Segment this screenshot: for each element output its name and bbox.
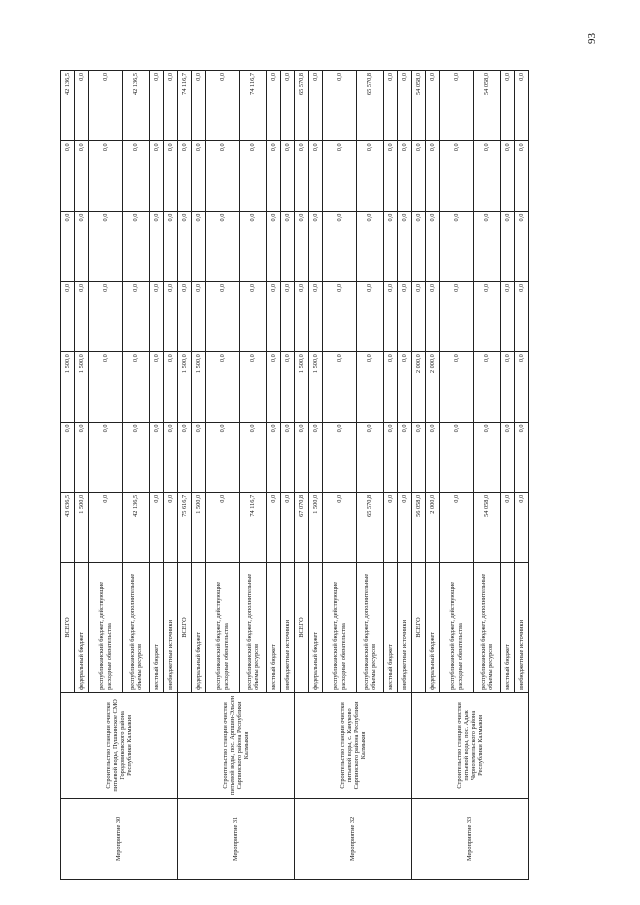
- amount-cell: 0,0: [474, 211, 501, 281]
- funding-source-cell: внебюджетные источники: [281, 563, 295, 693]
- amount-cell: 0,0: [515, 352, 529, 422]
- amount-cell: 0,0: [309, 71, 323, 141]
- amount-cell: 0,0: [240, 141, 267, 211]
- budget-table-body: [61, 71, 529, 880]
- amount-cell: 0,0: [267, 141, 281, 211]
- amount-cell: 0,0: [501, 422, 515, 492]
- table-row: [295, 71, 309, 880]
- amount-cell: 0,0: [309, 211, 323, 281]
- amount-cell: 74 116,7: [240, 71, 267, 141]
- amount-cell: 0,0: [192, 71, 206, 141]
- amount-cell: 0,0: [150, 352, 164, 422]
- amount-cell: 0,0: [515, 422, 529, 492]
- amount-cell: 0,0: [150, 422, 164, 492]
- amount-cell: 54 058,0: [474, 492, 501, 562]
- amount-cell: 0,0: [398, 141, 412, 211]
- amount-cell: 1 500,0: [192, 492, 206, 562]
- amount-cell: 0,0: [501, 352, 515, 422]
- amount-cell: 0,0: [267, 422, 281, 492]
- amount-cell: 0,0: [206, 422, 240, 492]
- budget-table-rotated: [60, 70, 590, 880]
- amount-cell: 0,0: [150, 281, 164, 351]
- amount-cell: 0,0: [281, 211, 295, 281]
- amount-cell: 0,0: [281, 422, 295, 492]
- amount-cell: 0,0: [384, 281, 398, 351]
- amount-cell: 0,0: [123, 141, 150, 211]
- amount-cell: 0,0: [323, 281, 357, 351]
- amount-cell: 0,0: [123, 281, 150, 351]
- amount-cell: 0,0: [384, 141, 398, 211]
- amount-cell: 0,0: [89, 492, 123, 562]
- amount-cell: 0,0: [206, 492, 240, 562]
- amount-cell: 0,0: [309, 422, 323, 492]
- amount-cell: 0,0: [164, 141, 178, 211]
- event-name-cell: Строительство станции очистки питьевой воды, Пушкинское СМО Городовиковского района Республики Калмыкия: [61, 692, 178, 798]
- amount-cell: 0,0: [398, 211, 412, 281]
- amount-cell: 0,0: [515, 211, 529, 281]
- amount-cell: 0,0: [398, 422, 412, 492]
- amount-cell: 0,0: [240, 422, 267, 492]
- amount-cell: 0,0: [474, 281, 501, 351]
- amount-cell: 0,0: [309, 281, 323, 351]
- amount-cell: 1 500,0: [75, 352, 89, 422]
- event-name-cell: Строительство станции очистки питьевой воды, пос. Адык Черноземельского района Республики Калмыкия: [412, 692, 529, 798]
- amount-cell: 0,0: [426, 422, 440, 492]
- amount-cell: 0,0: [398, 71, 412, 141]
- amount-cell: 0,0: [267, 211, 281, 281]
- budget-table: [60, 70, 529, 880]
- amount-cell: 0,0: [281, 352, 295, 422]
- amount-cell: 0,0: [323, 211, 357, 281]
- amount-cell: 0,0: [398, 352, 412, 422]
- amount-cell: 0,0: [89, 281, 123, 351]
- amount-cell: 1 500,0: [295, 352, 309, 422]
- amount-cell: 0,0: [150, 211, 164, 281]
- amount-cell: 0,0: [357, 141, 384, 211]
- amount-cell: 0,0: [440, 352, 474, 422]
- amount-cell: 1 500,0: [61, 352, 75, 422]
- amount-cell: 0,0: [240, 352, 267, 422]
- table-row: [412, 71, 426, 880]
- amount-cell: 0,0: [267, 281, 281, 351]
- amount-cell: 0,0: [384, 352, 398, 422]
- funding-source-cell: республиканский бюджет, действующие расходные обязательства: [89, 563, 123, 693]
- amount-cell: 0,0: [384, 71, 398, 141]
- amount-cell: 0,0: [89, 71, 123, 141]
- amount-cell: 0,0: [440, 422, 474, 492]
- funding-source-cell: республиканский бюджет, действующие расходные обязательства: [440, 563, 474, 693]
- amount-cell: 0,0: [440, 141, 474, 211]
- amount-cell: 0,0: [426, 281, 440, 351]
- amount-cell: 0,0: [323, 71, 357, 141]
- funding-source-cell: местный бюджет: [267, 563, 281, 693]
- amount-cell: 0,0: [89, 141, 123, 211]
- amount-cell: 0,0: [164, 281, 178, 351]
- amount-cell: 0,0: [61, 281, 75, 351]
- amount-cell: 0,0: [192, 281, 206, 351]
- amount-cell: 74 116,7: [178, 71, 192, 141]
- amount-cell: 0,0: [412, 211, 426, 281]
- event-name-cell: Строительство станции очистки питьевой воды, пос. Арпшин-Эльсен Сарпинского района Республики Калмыкия: [178, 692, 295, 798]
- amount-cell: 0,0: [357, 211, 384, 281]
- amount-cell: 0,0: [267, 492, 281, 562]
- amount-cell: 2 000,0: [426, 492, 440, 562]
- amount-cell: 0,0: [295, 141, 309, 211]
- amount-cell: 54 058,0: [412, 71, 426, 141]
- amount-cell: 0,0: [89, 352, 123, 422]
- amount-cell: 0,0: [474, 422, 501, 492]
- amount-cell: 0,0: [164, 492, 178, 562]
- amount-cell: 0,0: [515, 281, 529, 351]
- amount-cell: 0,0: [267, 71, 281, 141]
- amount-cell: 0,0: [123, 352, 150, 422]
- funding-source-cell: федеральный бюджет: [426, 563, 440, 693]
- amount-cell: 74 116,7: [240, 492, 267, 562]
- amount-cell: 0,0: [426, 141, 440, 211]
- funding-source-cell: внебюджетные источники: [164, 563, 178, 693]
- amount-cell: 0,0: [295, 422, 309, 492]
- amount-cell: 0,0: [309, 141, 323, 211]
- funding-source-cell: местный бюджет: [384, 563, 398, 693]
- amount-cell: 42 136,5: [123, 492, 150, 562]
- amount-cell: 0,0: [515, 492, 529, 562]
- amount-cell: 0,0: [515, 71, 529, 141]
- amount-cell: 65 570,8: [295, 71, 309, 141]
- amount-cell: 0,0: [206, 71, 240, 141]
- amount-cell: 0,0: [426, 71, 440, 141]
- amount-cell: 0,0: [123, 422, 150, 492]
- amount-cell: 0,0: [150, 492, 164, 562]
- funding-source-cell: республиканский бюджет, дополнительные объемы ресурсов: [357, 563, 384, 693]
- amount-cell: 0,0: [75, 141, 89, 211]
- event-number-cell: Мероприятие 30: [61, 798, 178, 879]
- amount-cell: 0,0: [178, 281, 192, 351]
- funding-source-cell: местный бюджет: [501, 563, 515, 693]
- amount-cell: 0,0: [89, 211, 123, 281]
- amount-cell: 0,0: [501, 141, 515, 211]
- amount-cell: 0,0: [384, 492, 398, 562]
- funding-source-cell: внебюджетные источники: [398, 563, 412, 693]
- amount-cell: 0,0: [150, 71, 164, 141]
- amount-cell: 0,0: [412, 141, 426, 211]
- amount-cell: 0,0: [440, 492, 474, 562]
- amount-cell: 42 136,5: [123, 71, 150, 141]
- amount-cell: 75 616,7: [178, 492, 192, 562]
- amount-cell: 0,0: [295, 281, 309, 351]
- table-row: [178, 71, 192, 880]
- amount-cell: 0,0: [240, 211, 267, 281]
- funding-source-cell: республиканский бюджет, дополнительные объемы ресурсов: [240, 563, 267, 693]
- amount-cell: 0,0: [75, 71, 89, 141]
- amount-cell: 0,0: [206, 211, 240, 281]
- funding-source-cell: ВСЕГО: [412, 563, 426, 693]
- amount-cell: 0,0: [240, 281, 267, 351]
- amount-cell: 0,0: [164, 352, 178, 422]
- funding-source-cell: местный бюджет: [150, 563, 164, 693]
- funding-source-cell: федеральный бюджет: [192, 563, 206, 693]
- amount-cell: 0,0: [357, 422, 384, 492]
- amount-cell: 43 636,5: [61, 492, 75, 562]
- amount-cell: 0,0: [357, 281, 384, 351]
- amount-cell: 0,0: [384, 211, 398, 281]
- event-name-cell: Строительство станции очистки питьевой воды, с. Кануково Сарпинского района Республики Калмыкия: [295, 692, 412, 798]
- funding-source-cell: внебюджетные источники: [515, 563, 529, 693]
- amount-cell: 0,0: [281, 492, 295, 562]
- amount-cell: 65 570,8: [357, 492, 384, 562]
- amount-cell: 0,0: [75, 211, 89, 281]
- amount-cell: 0,0: [150, 141, 164, 211]
- funding-source-cell: ВСЕГО: [295, 563, 309, 693]
- amount-cell: 0,0: [295, 211, 309, 281]
- amount-cell: 56 058,0: [412, 492, 426, 562]
- amount-cell: 0,0: [474, 352, 501, 422]
- amount-cell: 65 570,8: [357, 71, 384, 141]
- amount-cell: 0,0: [75, 422, 89, 492]
- amount-cell: 0,0: [192, 211, 206, 281]
- funding-source-cell: республиканский бюджет, действующие расходные обязательства: [323, 563, 357, 693]
- page-number: [586, 33, 598, 44]
- funding-source-cell: федеральный бюджет: [309, 563, 323, 693]
- amount-cell: 0,0: [384, 422, 398, 492]
- amount-cell: 0,0: [281, 71, 295, 141]
- amount-cell: 0,0: [61, 422, 75, 492]
- amount-cell: 0,0: [206, 352, 240, 422]
- amount-cell: 0,0: [323, 352, 357, 422]
- amount-cell: 0,0: [501, 71, 515, 141]
- amount-cell: 0,0: [192, 141, 206, 211]
- page-number-text: 93: [586, 33, 598, 44]
- amount-cell: 1 500,0: [192, 352, 206, 422]
- funding-source-cell: республиканский бюджет, действующие расходные обязательства: [206, 563, 240, 693]
- event-number-cell: Мероприятие 33: [412, 798, 529, 879]
- amount-cell: 0,0: [323, 422, 357, 492]
- event-number-cell: Мероприятие 32: [295, 798, 412, 879]
- amount-cell: 0,0: [412, 281, 426, 351]
- amount-cell: 0,0: [267, 352, 281, 422]
- amount-cell: 0,0: [123, 211, 150, 281]
- funding-source-cell: ВСЕГО: [61, 563, 75, 693]
- amount-cell: 0,0: [61, 141, 75, 211]
- amount-cell: 1 500,0: [75, 492, 89, 562]
- amount-cell: 0,0: [178, 422, 192, 492]
- amount-cell: 0,0: [75, 281, 89, 351]
- amount-cell: 0,0: [440, 281, 474, 351]
- amount-cell: 0,0: [515, 141, 529, 211]
- amount-cell: 0,0: [206, 141, 240, 211]
- amount-cell: 0,0: [357, 352, 384, 422]
- amount-cell: 0,0: [440, 211, 474, 281]
- amount-cell: 0,0: [426, 211, 440, 281]
- amount-cell: 0,0: [206, 281, 240, 351]
- amount-cell: 0,0: [164, 211, 178, 281]
- amount-cell: 0,0: [412, 422, 426, 492]
- amount-cell: 0,0: [474, 141, 501, 211]
- amount-cell: 0,0: [89, 422, 123, 492]
- amount-cell: 0,0: [178, 141, 192, 211]
- amount-cell: 2 000,0: [426, 352, 440, 422]
- funding-source-cell: республиканский бюджет, дополнительные объемы ресурсов: [474, 563, 501, 693]
- amount-cell: 2 000,0: [412, 352, 426, 422]
- amount-cell: 1 500,0: [309, 492, 323, 562]
- amount-cell: 0,0: [323, 141, 357, 211]
- event-number-cell: Мероприятие 31: [178, 798, 295, 879]
- funding-source-cell: республиканский бюджет, дополнительные объемы ресурсов: [123, 563, 150, 693]
- amount-cell: 0,0: [192, 422, 206, 492]
- amount-cell: 54 058,0: [474, 71, 501, 141]
- amount-cell: 0,0: [323, 492, 357, 562]
- amount-cell: 0,0: [501, 211, 515, 281]
- amount-cell: 1 500,0: [309, 352, 323, 422]
- funding-source-cell: ВСЕГО: [178, 563, 192, 693]
- table-row: [61, 71, 75, 880]
- amount-cell: 0,0: [501, 281, 515, 351]
- amount-cell: 0,0: [61, 211, 75, 281]
- amount-cell: 0,0: [281, 141, 295, 211]
- amount-cell: 0,0: [398, 492, 412, 562]
- amount-cell: 67 070,8: [295, 492, 309, 562]
- amount-cell: 0,0: [178, 211, 192, 281]
- amount-cell: 0,0: [440, 71, 474, 141]
- amount-cell: 0,0: [281, 281, 295, 351]
- amount-cell: 0,0: [164, 71, 178, 141]
- funding-source-cell: федеральный бюджет: [75, 563, 89, 693]
- amount-cell: 0,0: [398, 281, 412, 351]
- amount-cell: 0,0: [501, 492, 515, 562]
- amount-cell: 1 500,0: [178, 352, 192, 422]
- amount-cell: 42 136,5: [61, 71, 75, 141]
- amount-cell: 0,0: [164, 422, 178, 492]
